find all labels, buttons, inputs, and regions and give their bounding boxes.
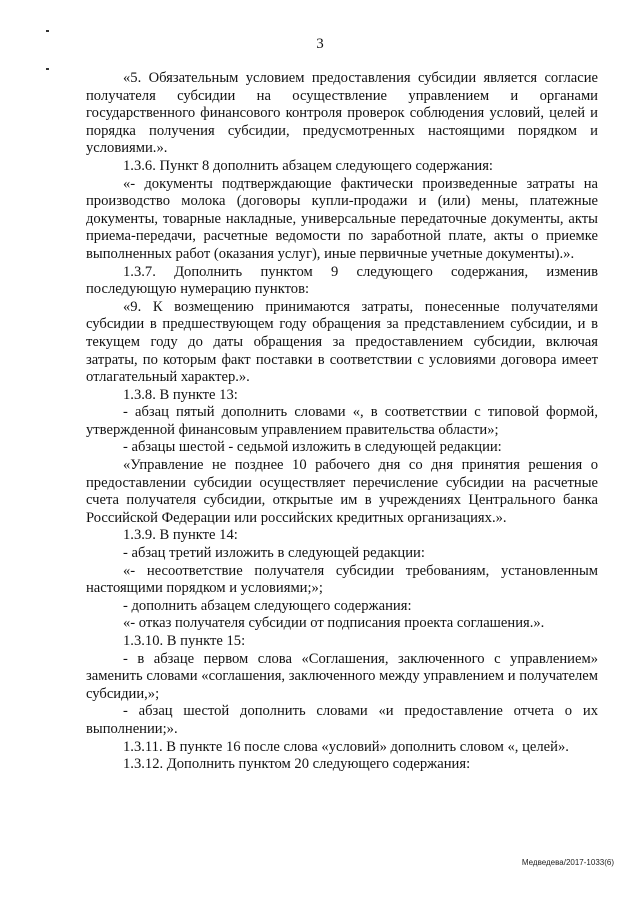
paragraph: - дополнить абзацем следующего содержания: <box>123 597 412 614</box>
paragraph: «9. К возмещению принимаются затраты, понесенные получателями субсидии в предшествующем году обращения за представлением субсидии, и в текущем году до даты обращения за предоставлением субсидии, включая затраты, по которым факт поставки в соответствии с условиями договора имеет отлагательный характер.». <box>86 298 598 386</box>
paragraph: 1.3.10. В пункте 15: <box>123 633 246 649</box>
paragraph: 1.3.6. Пункт 8 дополнить абзацем следующего содержания: <box>123 157 493 174</box>
paragraph: - абзац третий изложить в следующей редакции: <box>123 545 425 562</box>
paragraph: - в абзаце первом слова «Соглашения, заключенного с управлением» заменить словами «соглашения, заключенного между управлением и получателем субсидии,»; <box>86 650 598 702</box>
paragraph: «5. Обязательным условием предоставления субсидии является согласие получателя субсидии на осуществление управлением и органами государственного финансового контроля проверок соблюдения условий, целей и порядка получения субсидии, предусмотренных настоящими порядком и условиями.». <box>86 70 598 157</box>
paragraph: «- несоответствие получателя субсидии требованиям, установленным настоящими порядком и условиями;»; <box>86 562 598 597</box>
paragraph: - абзац шестой дополнить словами «и предоставление отчета о их выполнении;». <box>86 703 598 737</box>
paragraph: «Управление не позднее 10 рабочего дня со дня принятия решения о предоставлении субсидии осуществляет перечисление субсидии на расчетные счета получателя субсидии, открытые им в учреждениях Центрального банка Российской Федерации или российских кредитных организациях.». <box>86 457 598 526</box>
paragraph: 1.3.8. В пункте 13: <box>123 386 238 403</box>
paragraph: 1.3.7. Дополнить пунктом 9 следующего содержания, изменив последующую нумерацию пунктов: <box>86 263 598 298</box>
paragraph: 1.3.11. В пункте 16 после слова «условий» дополнить словом «, целей». <box>123 738 569 755</box>
scan-mark <box>46 68 49 70</box>
page-number: 3 <box>316 36 324 52</box>
scan-mark <box>46 30 49 32</box>
paragraph: 1.3.9. В пункте 14: <box>123 527 238 544</box>
paragraph: - абзац пятый дополнить словами «, в соответствии с типовой формой, утвержденной финансовым управлением правительства области»; <box>86 404 598 438</box>
paragraph: 1.3.12. Дополнить пунктом 20 следующего содержания: <box>123 756 471 773</box>
document-body <box>86 70 598 774</box>
paragraph: - абзацы шестой - седьмой изложить в следующей редакции: <box>123 439 502 456</box>
paragraph: «- отказ получателя субсидии от подписания проекта соглашения.». <box>123 615 545 632</box>
document-footer-code: Медведева/2017-1033(6) <box>521 858 614 867</box>
paragraph: «- документы подтверждающие фактически произведенные затраты на производство молока (договоры купли-продажи и (или) мены, платежные документы, товарные накладные, универсальные передаточные документы, акты приема-передачи, расчетные ведомости по заработной плате, акты о приемке выполненных работ (оказания услуг), иные первичные учетные документы).». <box>86 175 598 262</box>
